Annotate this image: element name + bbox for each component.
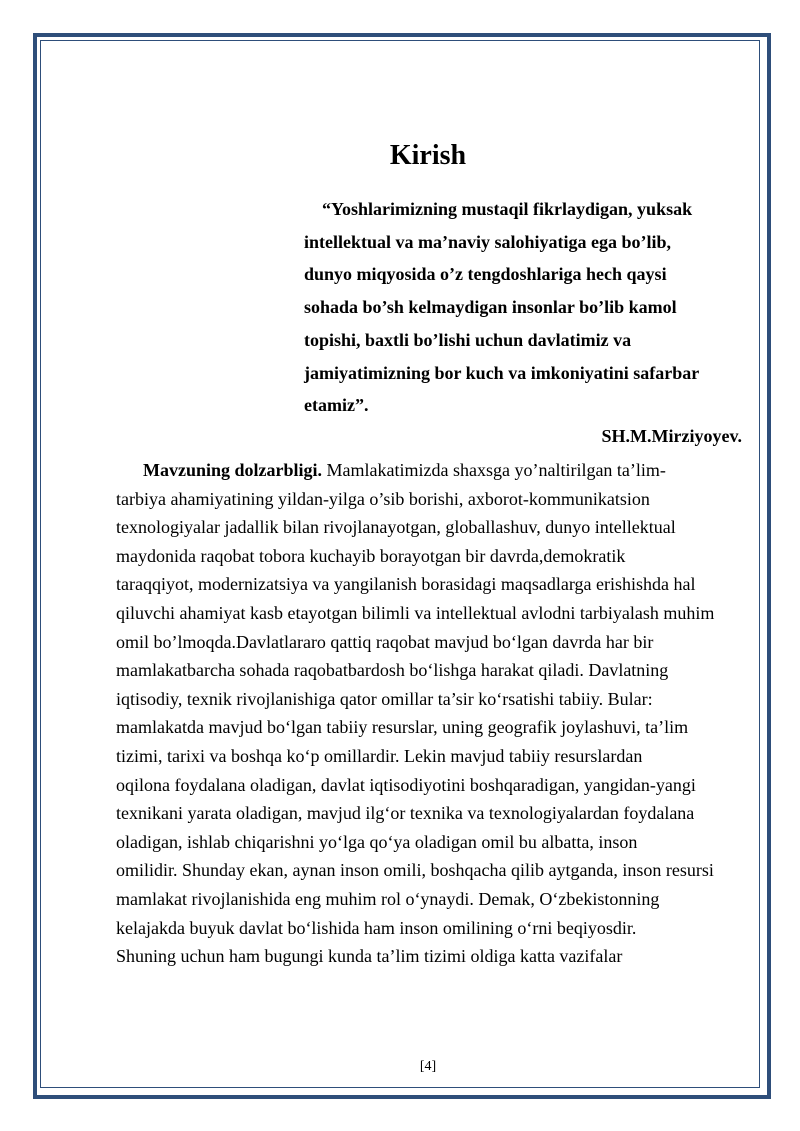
epigraph-line: etamiz”. bbox=[304, 395, 369, 416]
body-line: omilidir. Shunday ekan, aynan inson omili, boshqacha qilib aytganda, inson resursi bbox=[116, 860, 714, 881]
body-line: taraqqiyot, modernizatsiya va yangilanish borasidagi maqsadlarga erishishda hal bbox=[116, 574, 696, 595]
body-line: texnologiyalar jadallik bilan rivojlanayotgan, globallashuv, dunyo intellektual bbox=[116, 517, 676, 538]
section-heading-inline: Mavzuning dolzarbligi. bbox=[143, 460, 323, 480]
body-line: kelajakda buyuk davlat bo‘lishida ham inson omilining o‘rni beqiyosdir. bbox=[116, 917, 637, 938]
body-line: tarbiya ahamiyatining yildan-yilga o’sib borishi, axborot-kommunikatsion bbox=[116, 488, 650, 509]
body-line: maydonida raqobat tobora kuchayib borayotgan bir davrda,demokratik bbox=[116, 545, 626, 566]
epigraph-line: intellektual va ma’naviy salohiyatiga ega bo’lib, bbox=[304, 231, 672, 252]
body-paragraph bbox=[116, 456, 746, 971]
body-line: mamlakat rivojlanishida eng muhim rol o‘ynaydi. Demak, O‘zbekistonning bbox=[116, 888, 660, 909]
body-line-first-rest: Mamlakatimizda shaxsga yo’naltirilgan ta’lim- bbox=[322, 460, 666, 480]
body-line: mamlakatda mavjud bo‘lgan tabiiy resurslar, uning geografik joylashuvi, ta’lim bbox=[116, 717, 689, 738]
epigraph-line: topishi, baxtli bo’lishi uchun davlatimiz va bbox=[304, 329, 632, 350]
epigraph-line: sohada bo’sh kelmaydigan insonlar bo’lib kamol bbox=[304, 297, 677, 318]
body-line: Shuning uchun ham bugungi kunda ta’lim tizimi oldiga katta vazifalar bbox=[116, 946, 623, 967]
epigraph-line: jamiyatimizning bor kuch va imkoniyatini safarbar bbox=[304, 362, 700, 383]
body-line: iqtisodiy, texnik rivojlanishiga qator omillar ta’sir ko‘rsatishi tabiiy. Bular: bbox=[116, 688, 653, 709]
body-line: tizimi, tarixi va boshqa ko‘p omillardir. Lekin mavjud tabiiy resurslardan bbox=[116, 745, 643, 766]
page-title: Kirish bbox=[389, 140, 467, 171]
epigraph-author: SH.M.Mirziyoyev. bbox=[601, 426, 742, 446]
body-line: qiluvchi ahamiyat kasb etayotgan bilimli va intellektual avlodni tarbiyalash muhim bbox=[116, 602, 715, 623]
epigraph-quote bbox=[304, 193, 734, 422]
body-line: omil bo’lmoqda.Davlatlararo qattiq raqobat mavjud bo‘lgan davrda har bir bbox=[116, 631, 654, 652]
epigraph-line: dunyo miqyosida o’z tengdoshlariga hech qaysi bbox=[304, 264, 667, 285]
body-line-first bbox=[116, 456, 746, 485]
body-line: mamlakatbarcha sohada raqobatbardosh bo‘lishga harakat qiladi. Davlatning bbox=[116, 660, 669, 681]
body-line: oladigan, ishlab chiqarishni yo‘lga qo‘ya oladigan omil bu albatta, inson bbox=[116, 831, 638, 852]
body-line: texnikani yarata oladigan, mavjud ilg‘or texnika va texnologiyalardan foydalana bbox=[116, 803, 695, 824]
page-number: [4] bbox=[419, 1059, 437, 1074]
body-line: oqilona foydalana oladigan, davlat iqtisodiyotini boshqaradigan, yangidan-yangi bbox=[116, 774, 696, 795]
epigraph-line: “Yoshlarimizning mustaqil fikrlaydigan, yuksak bbox=[322, 199, 693, 219]
